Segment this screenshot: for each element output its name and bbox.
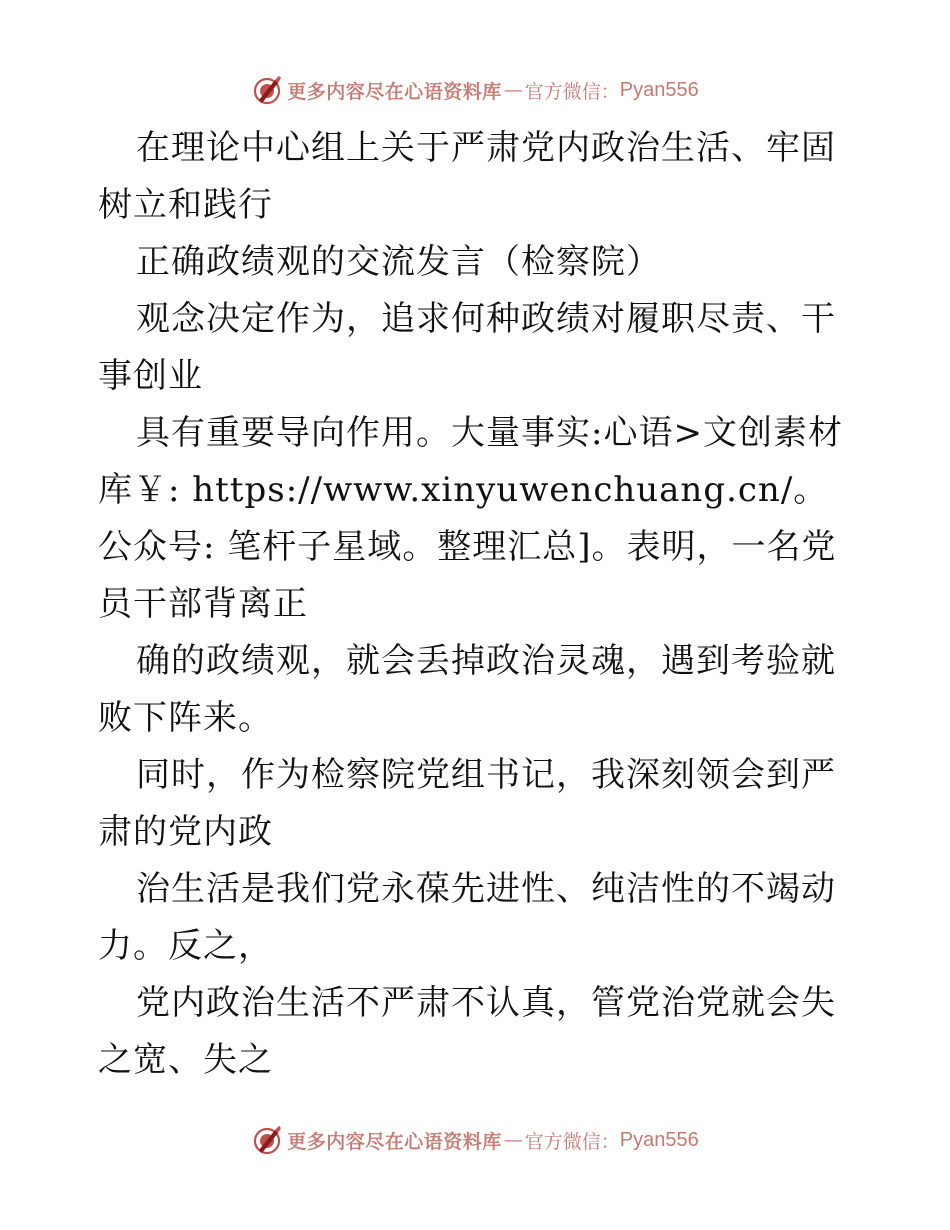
footer-banner [0,1122,950,1158]
paragraph-3: 观念决定作为，追求何种政绩对履职尽责、干事创业 [98,299,836,396]
paragraph-2: 正确政绩观的交流发言（检察院） [136,242,661,282]
paragraph-5: 确的政绩观，就会丢掉政治灵魂，遇到考验就败下阵来。 [98,641,836,738]
banner-brand-text: 更多内容尽在心语资料库 [287,1130,502,1153]
banner-wechat-account: Pyan556 [619,1128,699,1151]
paragraph-1: 在理论中心组上关于严肃党内政治生活、牢固树立和践行 [98,128,836,225]
banner-wechat-label: 官方微信： [524,1130,620,1153]
paragraph-4: 具有重要导向作用。大量事实:心语>文创素材库￥: https://www.xinyuwenchuang.cn/。公众号: 笔杆子星域。整理汇总]。表明，一名党员干部背离正 [98,413,843,624]
pen-logo-icon [251,1124,283,1156]
banner-separator: — [503,1129,523,1151]
banner-brand-text: 更多内容尽在心语资料库 [287,80,502,103]
header-banner [0,72,950,108]
pen-logo-icon [251,74,283,106]
banner-wechat-label: 官方微信： [524,80,620,103]
document-body [98,120,858,1089]
paragraph-6: 同时，作为检察院党组书记，我深刻领会到严肃的党内政 [98,755,836,852]
paragraph-7: 治生活是我们党永葆先进性、纯洁性的不竭动力。反之， [98,869,836,966]
paragraph-8: 党内政治生活不严肃不认真，管党治党就会失之宽、失之 [98,983,836,1080]
banner-separator: — [503,79,523,101]
banner-wechat-account: Pyan556 [619,78,699,101]
